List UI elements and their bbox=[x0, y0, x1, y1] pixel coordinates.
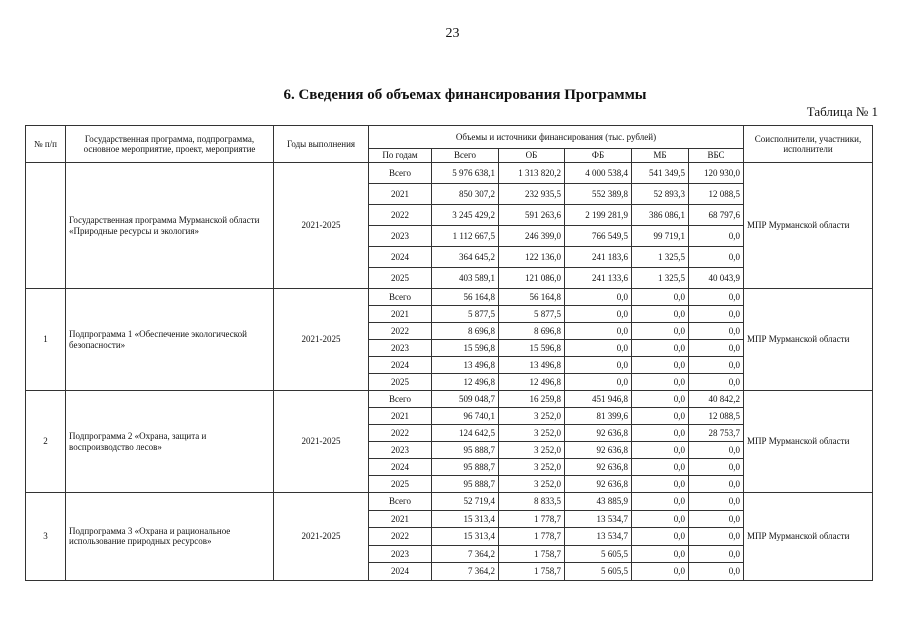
year-cell: 2022 bbox=[369, 425, 432, 442]
ob-cell: 8 696,8 bbox=[499, 323, 565, 340]
ob-cell: 56 164,8 bbox=[499, 289, 565, 306]
total-cell: 1 112 667,5 bbox=[432, 226, 499, 247]
ob-cell: 3 252,0 bbox=[499, 459, 565, 476]
ob-cell: 1 758,7 bbox=[499, 545, 565, 563]
total-cell: 13 496,8 bbox=[432, 357, 499, 374]
period: 2021-2025 bbox=[274, 289, 369, 391]
financing-table bbox=[25, 125, 873, 581]
fb-cell: 92 636,8 bbox=[565, 476, 632, 493]
ob-cell: 246 399,0 bbox=[499, 226, 565, 247]
fb-cell: 0,0 bbox=[565, 323, 632, 340]
header-fb: ФБ bbox=[565, 149, 632, 163]
ob-cell: 13 496,8 bbox=[499, 357, 565, 374]
header-ob: ОБ bbox=[499, 149, 565, 163]
total-cell: 7 364,2 bbox=[432, 545, 499, 563]
vbs-cell: 40 842,2 bbox=[689, 391, 744, 408]
fb-cell: 92 636,8 bbox=[565, 442, 632, 459]
year-cell: 2021 bbox=[369, 184, 432, 205]
total-cell: 509 048,7 bbox=[432, 391, 499, 408]
mb-cell: 0,0 bbox=[632, 528, 689, 546]
vbs-cell: 0,0 bbox=[689, 493, 744, 511]
header-total: Всего bbox=[432, 149, 499, 163]
year-cell: 2022 bbox=[369, 528, 432, 546]
ob-cell: 122 136,0 bbox=[499, 247, 565, 268]
total-cell: 850 307,2 bbox=[432, 184, 499, 205]
vbs-cell: 0,0 bbox=[689, 545, 744, 563]
fb-cell: 13 534,7 bbox=[565, 528, 632, 546]
fb-cell: 766 549,5 bbox=[565, 226, 632, 247]
mb-cell: 1 325,5 bbox=[632, 268, 689, 289]
program-name: Подпрограмма 2 «Охрана, защита и воспроизводство лесов» bbox=[66, 391, 274, 493]
executor: МПР Мурманской области bbox=[744, 493, 873, 581]
vbs-cell: 120 930,0 bbox=[689, 163, 744, 184]
mb-cell: 0,0 bbox=[632, 289, 689, 306]
fb-cell: 0,0 bbox=[565, 289, 632, 306]
year-cell: 2023 bbox=[369, 340, 432, 357]
vbs-cell: 0,0 bbox=[689, 357, 744, 374]
table-row bbox=[26, 493, 873, 511]
row-number: 2 bbox=[26, 391, 66, 493]
vbs-cell: 0,0 bbox=[689, 306, 744, 323]
year-cell: 2022 bbox=[369, 205, 432, 226]
fb-cell: 13 534,7 bbox=[565, 510, 632, 528]
total-cell: 403 589,1 bbox=[432, 268, 499, 289]
mb-cell: 0,0 bbox=[632, 545, 689, 563]
total-cell: 96 740,1 bbox=[432, 408, 499, 425]
ob-cell: 3 252,0 bbox=[499, 442, 565, 459]
ob-cell: 3 252,0 bbox=[499, 476, 565, 493]
total-cell: 15 313,4 bbox=[432, 510, 499, 528]
ob-cell: 1 778,7 bbox=[499, 528, 565, 546]
ob-cell: 15 596,8 bbox=[499, 340, 565, 357]
vbs-cell: 0,0 bbox=[689, 247, 744, 268]
fb-cell: 5 605,5 bbox=[565, 545, 632, 563]
vbs-cell: 40 043,9 bbox=[689, 268, 744, 289]
vbs-cell: 0,0 bbox=[689, 459, 744, 476]
vbs-cell: 0,0 bbox=[689, 442, 744, 459]
fb-cell: 0,0 bbox=[565, 306, 632, 323]
mb-cell: 0,0 bbox=[632, 374, 689, 391]
total-cell: 5 877,5 bbox=[432, 306, 499, 323]
fb-cell: 552 389,8 bbox=[565, 184, 632, 205]
year-cell: Всего bbox=[369, 163, 432, 184]
period: 2021-2025 bbox=[274, 493, 369, 581]
mb-cell: 99 719,1 bbox=[632, 226, 689, 247]
mb-cell: 0,0 bbox=[632, 323, 689, 340]
vbs-cell: 0,0 bbox=[689, 289, 744, 306]
year-cell: 2025 bbox=[369, 374, 432, 391]
total-cell: 7 364,2 bbox=[432, 563, 499, 581]
total-cell: 52 719,4 bbox=[432, 493, 499, 511]
ob-cell: 3 252,0 bbox=[499, 425, 565, 442]
ob-cell: 3 252,0 bbox=[499, 408, 565, 425]
mb-cell: 1 325,5 bbox=[632, 247, 689, 268]
fb-cell: 5 605,5 bbox=[565, 563, 632, 581]
mb-cell: 0,0 bbox=[632, 493, 689, 511]
fb-cell: 43 885,9 bbox=[565, 493, 632, 511]
program-name: Подпрограмма 3 «Охрана и рациональное использование природных ресурсов» bbox=[66, 493, 274, 581]
ob-cell: 16 259,8 bbox=[499, 391, 565, 408]
header-by-years: По годам bbox=[369, 149, 432, 163]
total-cell: 15 596,8 bbox=[432, 340, 499, 357]
year-cell: 2025 bbox=[369, 268, 432, 289]
year-cell: Всего bbox=[369, 289, 432, 306]
fb-cell: 241 183,6 bbox=[565, 247, 632, 268]
fb-cell: 451 946,8 bbox=[565, 391, 632, 408]
period: 2021-2025 bbox=[274, 391, 369, 493]
year-cell: Всего bbox=[369, 493, 432, 511]
year-cell: 2021 bbox=[369, 408, 432, 425]
total-cell: 124 642,5 bbox=[432, 425, 499, 442]
ob-cell: 8 833,5 bbox=[499, 493, 565, 511]
row-number: 3 bbox=[26, 493, 66, 581]
vbs-cell: 0,0 bbox=[689, 340, 744, 357]
vbs-cell: 0,0 bbox=[689, 528, 744, 546]
row-number: 1 bbox=[26, 289, 66, 391]
fb-cell: 92 636,8 bbox=[565, 459, 632, 476]
vbs-cell: 12 088,5 bbox=[689, 184, 744, 205]
vbs-cell: 0,0 bbox=[689, 226, 744, 247]
mb-cell: 0,0 bbox=[632, 563, 689, 581]
table-row bbox=[26, 163, 873, 184]
mb-cell: 0,0 bbox=[632, 306, 689, 323]
fb-cell: 241 133,6 bbox=[565, 268, 632, 289]
year-cell: 2024 bbox=[369, 563, 432, 581]
total-cell: 15 313,4 bbox=[432, 528, 499, 546]
total-cell: 5 976 638,1 bbox=[432, 163, 499, 184]
fb-cell: 0,0 bbox=[565, 374, 632, 391]
year-cell: 2021 bbox=[369, 510, 432, 528]
total-cell: 95 888,7 bbox=[432, 442, 499, 459]
mb-cell: 0,0 bbox=[632, 357, 689, 374]
mb-cell: 0,0 bbox=[632, 476, 689, 493]
table-label: Таблица № 1 bbox=[806, 104, 878, 119]
page-number: 23 bbox=[445, 26, 460, 41]
year-cell: 2021 bbox=[369, 306, 432, 323]
ob-cell: 591 263,6 bbox=[499, 205, 565, 226]
header-volumes: Объемы и источники финансирования (тыс. рублей) bbox=[369, 126, 744, 149]
year-cell: 2025 bbox=[369, 476, 432, 493]
executor: МПР Мурманской области bbox=[744, 391, 873, 493]
total-cell: 95 888,7 bbox=[432, 459, 499, 476]
fb-cell: 0,0 bbox=[565, 357, 632, 374]
total-cell: 95 888,7 bbox=[432, 476, 499, 493]
year-cell: 2022 bbox=[369, 323, 432, 340]
ob-cell: 1 313 820,2 bbox=[499, 163, 565, 184]
ob-cell: 1 758,7 bbox=[499, 563, 565, 581]
mb-cell: 0,0 bbox=[632, 408, 689, 425]
ob-cell: 121 086,0 bbox=[499, 268, 565, 289]
table-row bbox=[26, 391, 873, 408]
mb-cell: 0,0 bbox=[632, 425, 689, 442]
year-cell: 2024 bbox=[369, 459, 432, 476]
row-number bbox=[26, 163, 66, 289]
header-years: Годы выполнения bbox=[274, 126, 369, 163]
year-cell: 2023 bbox=[369, 442, 432, 459]
program-name: Государственная программа Мурманской области «Природные ресурсы и экология» bbox=[66, 163, 274, 289]
mb-cell: 541 349,5 bbox=[632, 163, 689, 184]
header-vbs: ВБС bbox=[689, 149, 744, 163]
ob-cell: 232 935,5 bbox=[499, 184, 565, 205]
executor: МПР Мурманской области bbox=[744, 163, 873, 289]
mb-cell: 0,0 bbox=[632, 340, 689, 357]
vbs-cell: 28 753,7 bbox=[689, 425, 744, 442]
ob-cell: 12 496,8 bbox=[499, 374, 565, 391]
year-cell: 2024 bbox=[369, 247, 432, 268]
period: 2021-2025 bbox=[274, 163, 369, 289]
mb-cell: 0,0 bbox=[632, 459, 689, 476]
vbs-cell: 0,0 bbox=[689, 374, 744, 391]
year-cell: Всего bbox=[369, 391, 432, 408]
header-program: Государственная программа, подпрограмма, основное мероприятие, проект, мероприятие bbox=[66, 126, 274, 163]
vbs-cell: 0,0 bbox=[689, 510, 744, 528]
mb-cell: 0,0 bbox=[632, 442, 689, 459]
vbs-cell: 0,0 bbox=[689, 323, 744, 340]
total-cell: 56 164,8 bbox=[432, 289, 499, 306]
total-cell: 3 245 429,2 bbox=[432, 205, 499, 226]
mb-cell: 0,0 bbox=[632, 391, 689, 408]
total-cell: 364 645,2 bbox=[432, 247, 499, 268]
ob-cell: 1 778,7 bbox=[499, 510, 565, 528]
vbs-cell: 0,0 bbox=[689, 563, 744, 581]
mb-cell: 52 893,3 bbox=[632, 184, 689, 205]
vbs-cell: 0,0 bbox=[689, 476, 744, 493]
table-row bbox=[26, 289, 873, 306]
year-cell: 2023 bbox=[369, 226, 432, 247]
mb-cell: 0,0 bbox=[632, 510, 689, 528]
vbs-cell: 68 797,6 bbox=[689, 205, 744, 226]
fb-cell: 4 000 538,4 bbox=[565, 163, 632, 184]
program-name: Подпрограмма 1 «Обеспечение экологической безопасности» bbox=[66, 289, 274, 391]
year-cell: 2024 bbox=[369, 357, 432, 374]
total-cell: 12 496,8 bbox=[432, 374, 499, 391]
year-cell: 2023 bbox=[369, 545, 432, 563]
ob-cell: 5 877,5 bbox=[499, 306, 565, 323]
header-num: № п/п bbox=[26, 126, 66, 163]
mb-cell: 386 086,1 bbox=[632, 205, 689, 226]
section-title: 6. Сведения об объемах финансирования Программы bbox=[283, 87, 647, 103]
vbs-cell: 12 088,5 bbox=[689, 408, 744, 425]
header-mb: МБ bbox=[632, 149, 689, 163]
fb-cell: 92 636,8 bbox=[565, 425, 632, 442]
total-cell: 8 696,8 bbox=[432, 323, 499, 340]
executor: МПР Мурманской области bbox=[744, 289, 873, 391]
fb-cell: 81 399,6 bbox=[565, 408, 632, 425]
fb-cell: 2 199 281,9 bbox=[565, 205, 632, 226]
fb-cell: 0,0 bbox=[565, 340, 632, 357]
header-executors: Соисполнители, участники, исполнители bbox=[744, 126, 873, 163]
